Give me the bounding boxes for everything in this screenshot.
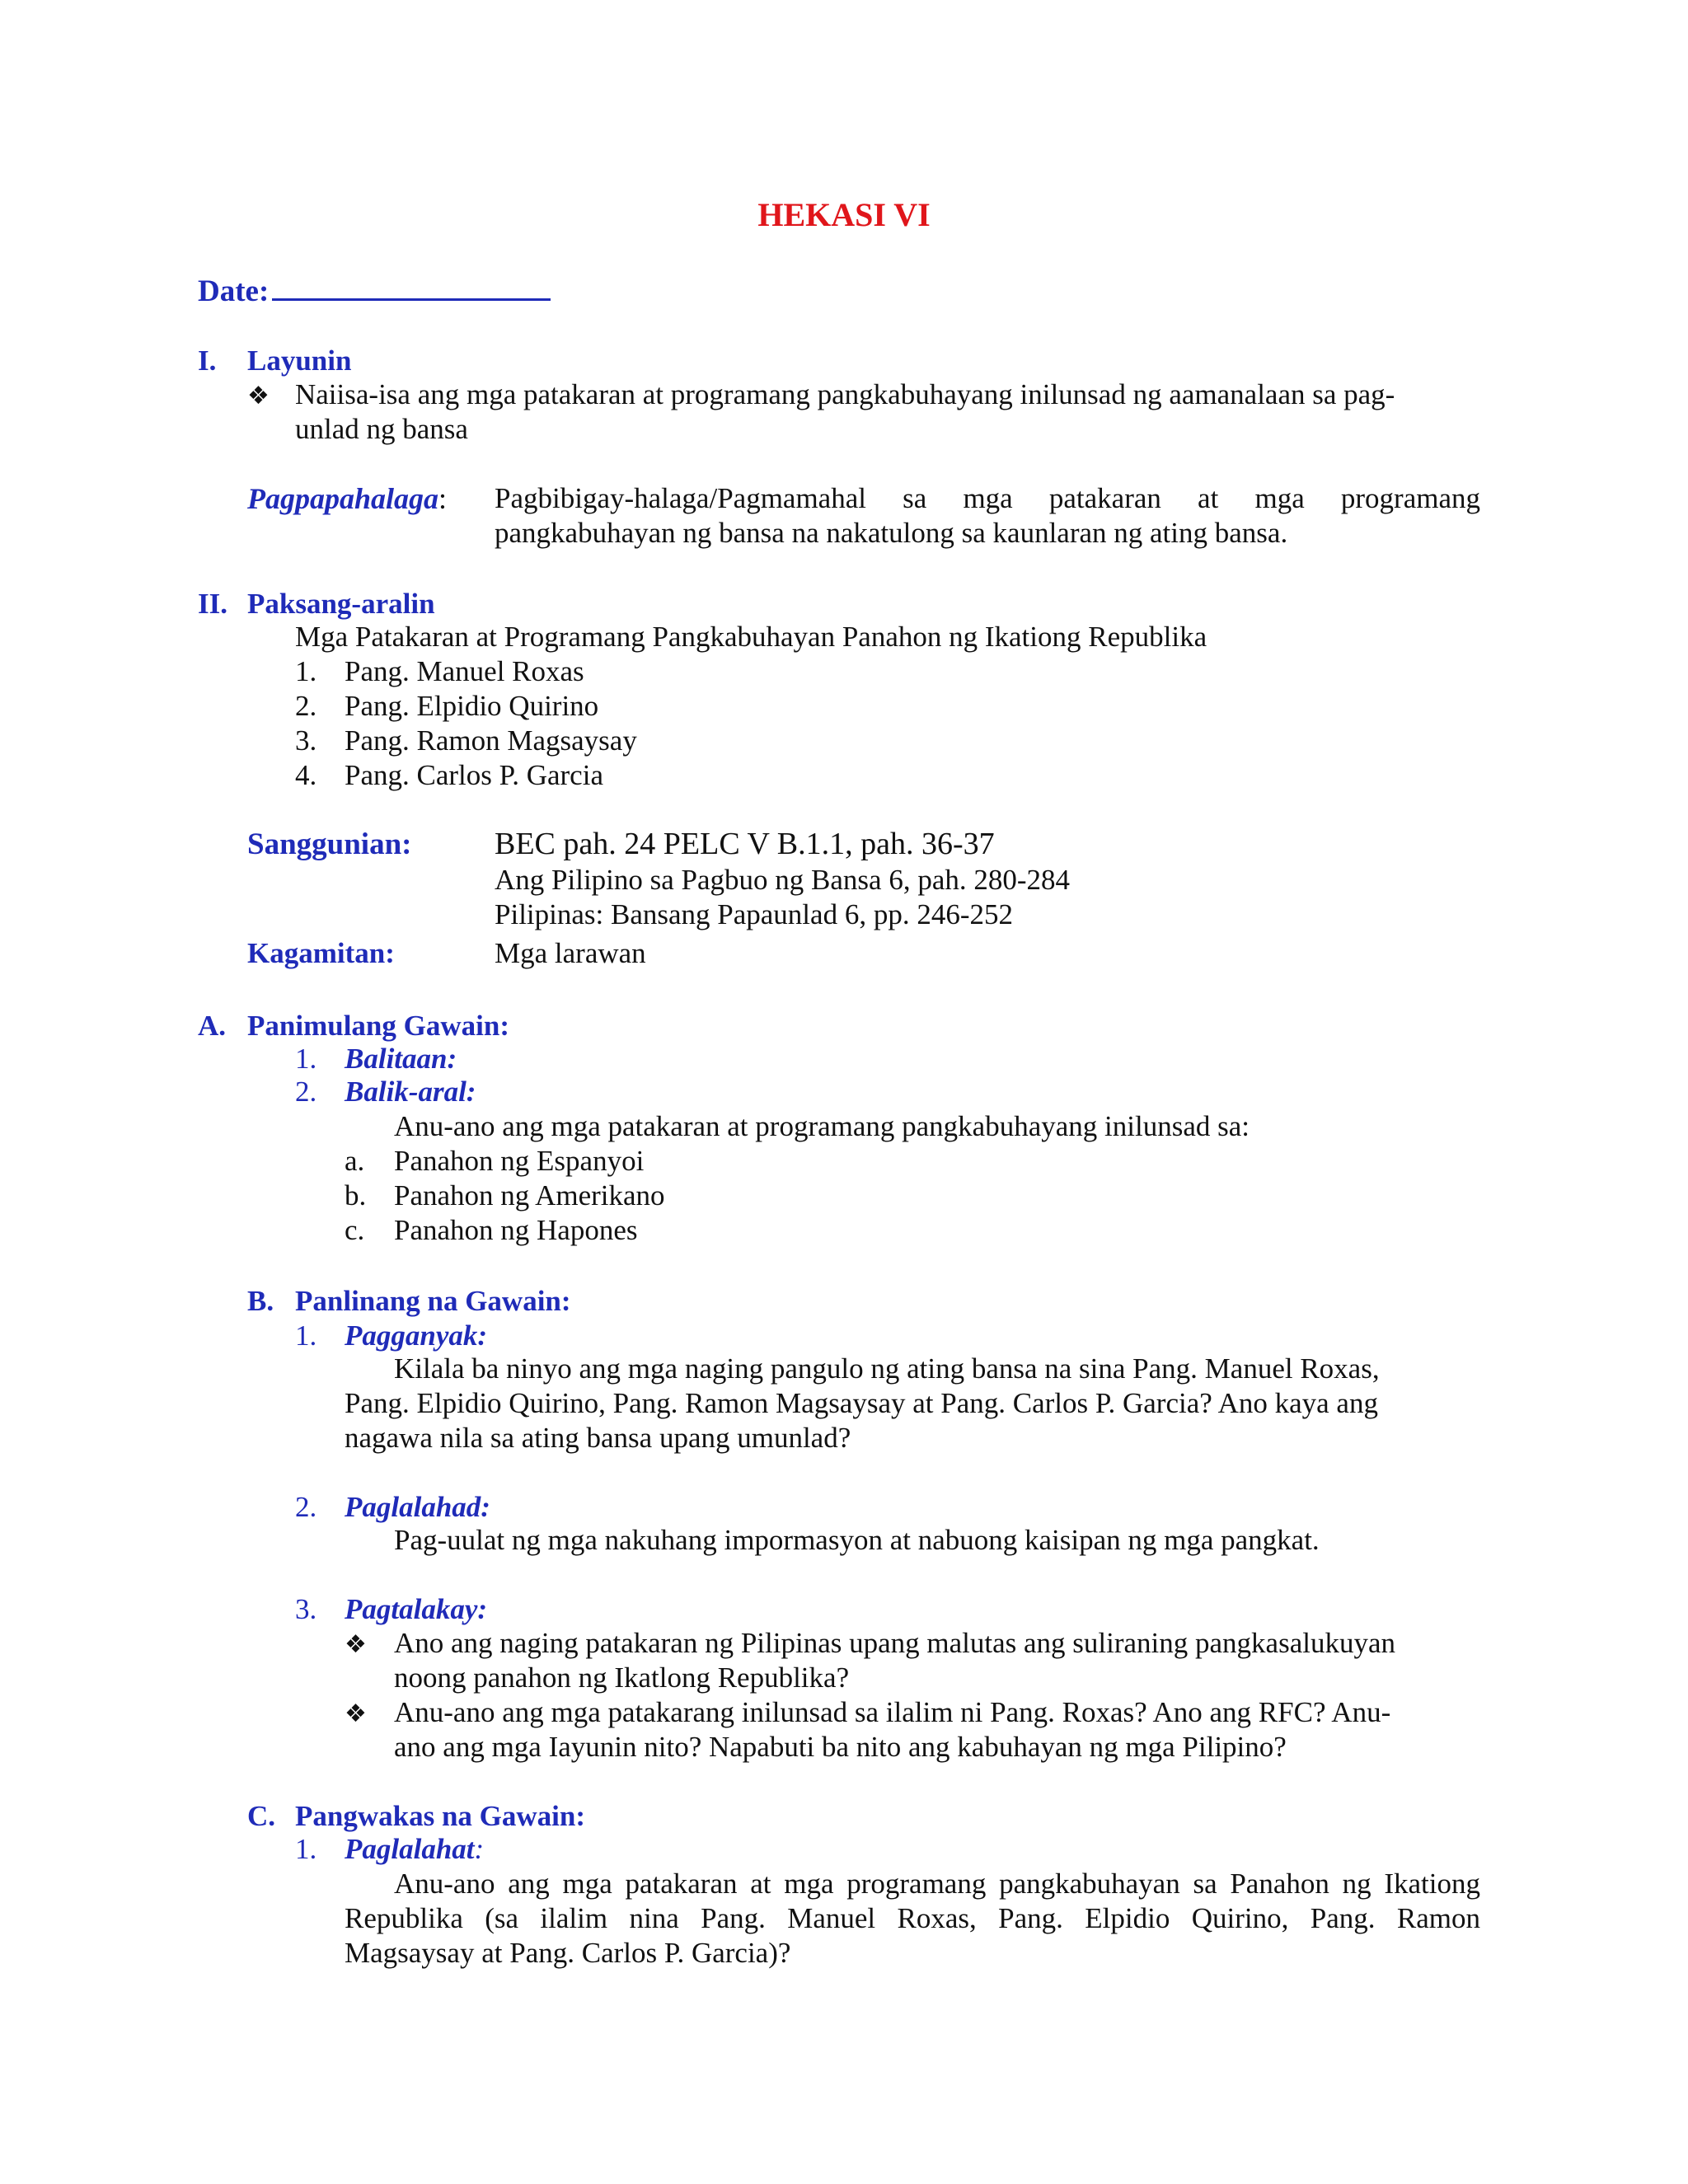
pagpapahalaga-line-2: pangkabuhayan ng bansa na nakatulong sa kaunlaran ng ating bansa. — [495, 517, 1288, 549]
sub-item-letter: c. — [345, 1214, 365, 1246]
item-number: 1. — [295, 1043, 317, 1075]
sub-item: Panahon ng Hapones — [394, 1214, 638, 1246]
topic-line: Mga Patakaran at Programang Pangkabuhayan Panahon ng Ikationg Republika — [295, 621, 1207, 653]
balik-aral-question: Anu-ano ang mga patakaran at programang pangkabuhayang inilunsad sa: — [394, 1110, 1250, 1142]
bullet-diamond-icon: ❖ — [345, 1699, 367, 1728]
paglalahad-line-1: Pag-uulat ng mga nakuhang impormasyon at nabuong kaisipan ng mga pangkat. — [394, 1524, 1320, 1556]
pagganyak-line-3: nagawa nila sa ating bansa upang umunlad? — [345, 1422, 851, 1454]
section-2-heading: Paksang-aralin — [247, 588, 435, 620]
list-item-number: 4. — [295, 759, 317, 791]
section-c-heading: Pangwakas na Gawain: — [295, 1800, 586, 1832]
item-number: 3. — [295, 1593, 317, 1625]
sanggunian-ref-1: BEC pah. 24 PELC V B.1.1, pah. 36-37 — [495, 827, 995, 861]
balik-aral-heading: Balik-aral: — [345, 1076, 476, 1108]
bullet-diamond-icon: ❖ — [345, 1630, 367, 1659]
sub-item: Panahon ng Espanyoi — [394, 1145, 645, 1177]
list-item-number: 2. — [295, 690, 317, 722]
paglalahat-line-2: Republika (sa ilalim nina Pang. Manuel Roxas, Pang. Elpidio Quirino, Pang. Ramon — [345, 1902, 1480, 1934]
kagamitan-label: Kagamitan: — [247, 937, 395, 969]
date-label: Date: — [198, 274, 270, 308]
pagtalakay-bullet-2-line-2: ano ang mga Iayunin nito? Napabuti ba nito ang kabuhayan ng mga Pilipino? — [394, 1731, 1287, 1763]
pagganyak-line-2: Pang. Elpidio Quirino, Pang. Ramon Magsaysay at Pang. Carlos P. Garcia? Ano kaya ang — [345, 1387, 1378, 1419]
sanggunian-ref-2: Ang Pilipino sa Pagbuo ng Bansa 6, pah. 280-284 — [495, 864, 1071, 896]
paglalahad-heading: Paglalahad: — [345, 1491, 490, 1523]
section-1-number: I. — [198, 344, 217, 377]
pagtalakay-bullet-1-line-2: noong panahon ng Ikatlong Republika? — [394, 1661, 850, 1694]
kagamitan-value: Mga larawan — [495, 937, 646, 969]
section-c-letter: C. — [247, 1800, 276, 1832]
section-b-heading: Panlinang na Gawain: — [295, 1285, 571, 1317]
sanggunian-ref-3: Pilipinas: Bansang Papaunlad 6, pp. 246-252 — [495, 898, 1013, 930]
bullet-diamond-icon: ❖ — [247, 382, 270, 410]
section-a-heading: Panimulang Gawain: — [247, 1010, 509, 1042]
section-2-number: II. — [198, 588, 227, 620]
date-blank-line — [272, 274, 551, 301]
section-b-letter: B. — [247, 1285, 274, 1317]
objective-line-1: Naiisa-isa ang mga patakaran at programang pangkabuhayang inilunsad ng aamanalaan sa pag- — [295, 378, 1395, 410]
list-item: Pang. Ramon Magsaysay — [345, 724, 637, 757]
pagganyak-line-1: Kilala ba ninyo ang mga naging pangulo ng ating bansa na sina Pang. Manuel Roxas, — [394, 1352, 1380, 1385]
section-1-heading: Layunin — [247, 344, 352, 377]
pagtalakay-bullet-2-line-1: Anu-ano ang mga patakarang inilunsad sa ilalim ni Pang. Roxas? Ano ang RFC? Anu- — [394, 1696, 1391, 1728]
date-line — [198, 274, 551, 309]
sub-item-letter: b. — [345, 1179, 367, 1212]
list-item: Pang. Manuel Roxas — [345, 655, 584, 687]
item-number: 1. — [295, 1319, 317, 1352]
list-item: Pang. Carlos P. Garcia — [345, 759, 603, 791]
list-item-number: 3. — [295, 724, 317, 757]
section-a-letter: A. — [198, 1010, 227, 1042]
pagganyak-heading: Pagganyak: — [345, 1319, 488, 1352]
pagtalakay-heading: Pagtalakay: — [345, 1593, 488, 1625]
list-item-number: 1. — [295, 655, 317, 687]
item-number: 2. — [295, 1076, 317, 1108]
page-title: HEKASI VI — [757, 196, 931, 233]
pagpapahalaga-line-1: Pagbibigay-halaga/Pagmamahal sa mga patakaran at mga programang — [495, 482, 1480, 514]
paglalahat-heading: Paglalahat: — [345, 1833, 485, 1865]
paglalahat-line-3: Magsaysay at Pang. Carlos P. Garcia)? — [345, 1937, 791, 1969]
sanggunian-label: Sanggunian: — [247, 827, 412, 861]
balitaan-heading: Balitaan: — [345, 1043, 457, 1075]
item-number: 2. — [295, 1491, 317, 1523]
pagtalakay-bullet-1-line-1: Ano ang naging patakaran ng Pilipinas upang malutas ang suliraning pangkasalukuyan — [394, 1627, 1396, 1659]
sub-item-letter: a. — [345, 1145, 365, 1177]
paglalahat-line-1: Anu-ano ang mga patakaran at mga programang pangkabuhayan sa Panahon ng Ikationg — [394, 1868, 1480, 1900]
list-item: Pang. Elpidio Quirino — [345, 690, 599, 722]
sub-item: Panahon ng Amerikano — [394, 1179, 665, 1212]
objective-line-2: unlad ng bansa — [295, 413, 468, 445]
item-number: 1. — [295, 1833, 317, 1865]
pagpapahalaga-label: Pagpapahalaga: — [247, 482, 448, 515]
